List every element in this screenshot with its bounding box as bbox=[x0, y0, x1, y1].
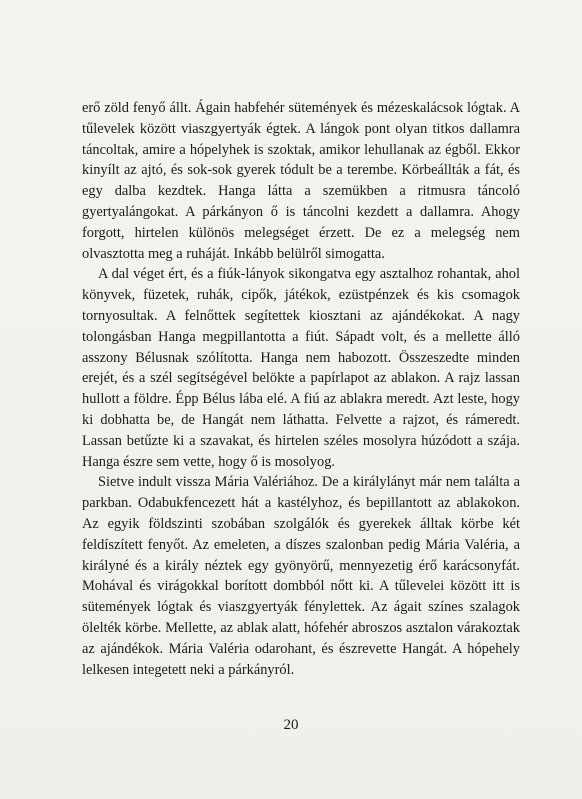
page-number: 20 bbox=[283, 717, 299, 733]
body-text bbox=[82, 98, 520, 680]
paragraph-2: A dal véget ért, és a fiúk-lányok sikongatva egy asztalhoz rohantak, ahol könyvek, füzetek, ruhák, cipők, játékok, ezüstpénzek és kis csomagok tornyosultak. A felnőttek segítettek kiosztani az ajándékokat. A nagy tolongásban Hanga megpillantotta a fiút. Sápadt volt, és a mellette álló asszony Bélusnak szólította. Hanga nem habozott. Összeszedte minden erejét, és a szél segítségével belökte a papírlapot az ablakon. A rajz lassan hullott a földre. Épp Bélus lába elé. A fiú az ablakra meredt. Azt leste, hogy ki dobhatta be, de Hangát nem láthatta. Felvette a rajzot, és rámeredt. Lassan betűzte ki a szavakat, és hirtelen széles mosolyra húzódott a szája. Hanga észre sem vette, hogy ő is mosolyog. bbox=[82, 266, 520, 470]
paragraph-1: erő zöld fenyő állt. Ágain habfehér sütemények és mézeskalácsok lógtak. A tűlevelek között viaszgyertyák égtek. A lángok pont olyan titkos dallamra táncoltak, amire a hópelyhek is szoktak, amikor lehullanak az égből. Ekkor kinyílt az ajtó, és sok-sok gyerek tódult be a terembe. Körbeállták a fát, és egy dalba kezdtek. Hanga látta a szemükben a ritmusra táncoló gyertyalángokat. A párkányon ő is táncolni kezdett a dallamra. Ahogy forgott, hirtelen különös melegséget érzett. De ez a melegség nem olvasztotta meg a ruháját. Inkább belülről simogatta. bbox=[82, 100, 520, 262]
paragraph-3: Sietve indult vissza Mária Valériához. De a királylányt már nem találta a parkban. Odabukfencezett hát a kastélyhoz, és bepillantott az ablakokon. Az egyik földszinti szobában szolgálók és gyerekek álltak körbe két feldíszített fenyőt. Az emeleten, a díszes szalonban pedig Mária Valéria, a királyné és a király néztek egy gyönyörű, mennyezetig érő karácsonyfát. Mohával és virágokkal borított dombból nőtt ki. A tűlevelei között itt is sütemények lógtak és viaszgyertyák fénylettek. Az ágait színes szalagok ölelték körbe. Mellette, az ablak alatt, hófehér abroszos asztalon várakoztak az ajándékok. Mária Valéria odarohant, és észrevette Hangát. A hópehely lelkesen integetett neki a párkányról. bbox=[82, 474, 520, 678]
